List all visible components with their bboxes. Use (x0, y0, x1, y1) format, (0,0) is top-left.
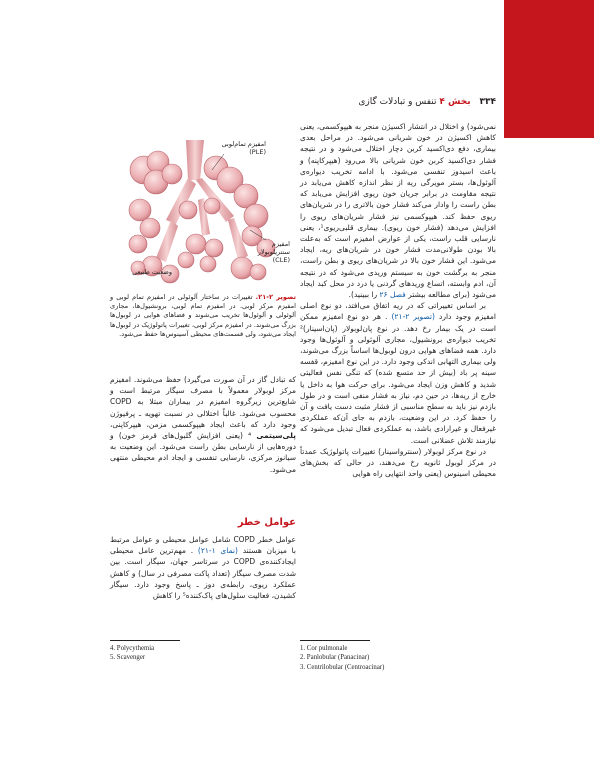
label-normal-text: وضعیت طبیعی (132, 268, 172, 276)
label-ple-en: (PLE) (249, 148, 266, 156)
chapter-title: تنفس و تبادلات گازی (358, 97, 437, 107)
label-ple (196, 140, 266, 156)
paragraph (300, 446, 496, 480)
left-column (110, 374, 296, 475)
chapter-color-tab (504, 0, 594, 138)
footnotes-left (110, 644, 154, 663)
left-column-lower (110, 534, 296, 601)
footnotes-right (300, 644, 384, 672)
footnote: 5. Scavenger (110, 654, 146, 662)
paragraph (300, 300, 496, 446)
paragraph-text: عوامل خطر COPD شامل عوامل محیطی و عوامل مرتبط با میزبان هستند (110, 535, 296, 556)
paragraph-text: را ببینید). (348, 290, 378, 300)
paragraph-text: . مهم‌ترین عامل محیطی ایجادکننده‌ی COPD در سرتاسر جهان، سیگار است. بین شدت مصرف سیگار (تعداد پاکت مصرفی در سال) و کاهش عملکرد ریوی، رابطه‌ی دوز ـ پاسخ وجود دارد. سیگار کشیدن، فعالیت سلول‌های پاک‌کننده⁵ را کاهش (110, 546, 296, 601)
paragraph-text: نمی‌شود) و اختلال در انتشار اکسیژن منجر به هیپوکسمی، یعنی کاهش اکسیژن در خون شریانی می‌شود. در مراحل بعدی بیماری، دفع دی‌اکسید کربن دچار اختلال می‌شود و در نتیجه فشار دی‌اکسید کربن خون شریانی بالا می‌رود (هیپرکاپنه) و باعث اسیدوز تنفسی می‌شود. با ادامه تخریب دیواره‌ی آلوئول‌ها، بستر مویرگی ریه از نظر اندازه کاهش می‌یابد در نتیجه مقاومت در برابر جریان خون ریوی افزایش می‌یابد که بطن راست را وادار می‌کند فشار خون بالاتری را در شریان‌های ریوی حفظ کند. هیپوکسمی نیز فشار شریان‌های ریوی را افزایش می‌دهد (فشار خون ریوی). بیماری قلبی‌ریوی¹، یعنی نارسایی قلب راست، یکی از عوارض امفیزم است که به‌علت بالا بودن طولانی‌مدت فشار خون در شریان‌های ریه، ایجاد می‌شود. این فشار خون بالا در شریان‌های ریوی و بطن راست، منجر به برگشت خون به سیستم وریدی می‌شود که در نتیجه آن، ادم وابسته، اتساع وریدهای گردنی یا درد در محل کبد ایجاد می‌شود (برای مطالعه بیشتر (300, 122, 496, 300)
footnote: 3. Centrilobular (Centroacinar) (300, 663, 385, 671)
table-reference-link[interactable]: (نمای ۱-۲۱) (197, 546, 238, 556)
section-title: عوامل خطر (237, 517, 296, 528)
figure-reference-link[interactable]: (تصویر ۲-۲۱) (391, 312, 435, 322)
paragraph-text: که تبادل گاز در آن صورت می‌گیرد) حفظ می‌شوند. امفیزم مرکز لوبولار معمولاً با مصرف سیگار مرتبط است و شایع‌ترین زیرگروه امفیزم در بیماران مبتلا به COPD محسوب می‌شود. غالباً اختلالی در نسبت تهویه ـ پرفیوژن وجود دارد که باعث ایجاد هیپوکسمی مزمن، هیپرکاپنی، (110, 375, 296, 429)
paragraph-text: . هر دو نوع امفیزم ممکن است در یک بیمار رخ دهد. در نوع پان‌لوبولار (پان‌اسینار)² تخریب دیواره‌ی برونشیول، مجاری آلوئولی و آلوئول‌ها وجود دارد. همه فضاهای هوایی درون لوبول‌ها اساساً بزرگ می‌شوند، ولی بیماری التهابی اندکی وجود دارد. در این نوع امفیزم، قفسه سینه پر باد (بیش از حد متسع شده) که تنگی نفس فعالیتی شدید و کاهش وزن ایجاد می‌شود. برای حرکت هوا به داخل یا خارج از ریه‌ها، در حین دم، نیاز به فشار منفی است و در طول بازدم نیز باید به سطح مناسبی از فشار مثبت دست یافت و آن را حفظ کرد. در این وضعیت، بازدم به جای آن‌که عملکردی غیرفعال و غیرارادی باشد، به عملکردی فعال تبدیل می‌شود که نیازمند تلاش عضلانی است. (300, 312, 496, 445)
bold-term: پلی‌سیتمی (256, 431, 296, 441)
right-column (300, 121, 496, 480)
caption-id: تصویر ۲-۲۱. (255, 293, 296, 301)
paragraph-text: ⁴ (یعنی افزایش گلبول‌های قرمز خون) و دوره‌هایی از نارسایی بطن راست می‌شود. این وضعیت به سیانوز مرکزی، نارسایی تنفسی و ایجاد ادم محیطی منتهی می‌شود. (110, 431, 296, 474)
label-cle-1: امفیزم (271, 240, 290, 248)
footnote: 1. Cor pulmonale (300, 645, 348, 652)
paragraph (110, 374, 296, 475)
footnote-rule-left (110, 640, 180, 641)
label-normal (112, 268, 172, 276)
paragraph-text: بر اساس تغییراتی که در ریه اتفاق می‌افتد، دو نوع اصلی امفیزم وجود دارد (300, 301, 496, 322)
paragraph-text: در نوع مرکز لوبولار (سنترواسینار) تغییرات پاتولوژیک عمدتاً در مرکز لوبول ثانویه رخ می‌دهند، در حالی که بخش‌های محیطی اسینوس (یعنی واحد انتهایی راه هوایی (300, 446, 496, 479)
paragraph (110, 534, 296, 601)
figure-caption (110, 293, 296, 339)
label-cle-2: سنتریلوبولار (257, 248, 290, 256)
paragraph (300, 121, 496, 300)
footnote: 2. Panlobular (Panacinar) (300, 654, 370, 662)
label-cle (244, 240, 290, 264)
label-ple-fa: امفیزم تمام‌لوبی (221, 140, 266, 148)
caption-text: تغییرات در ساختار آلوئولی در امفیزم تمام لوبی و امفیزم مرکز لوبی. در امفیزم تمام لوبی، برونشیول‌ها، مجاری آلوئولی و آلوئول‌ها تخریب می‌شوند و فضاهای هوایی در لوبول‌ها بزرگ می‌شوند. در امفیزم مرکز لوبی، تغییرات پاتولوژیک در لوبول‌ها ایجاد می‌شود، ولی قسمت‌های محیطی آسینوس‌ها حفظ می‌شود. (110, 293, 296, 338)
footnote: 4. Polycythemia (110, 645, 155, 652)
footnote-rule-right (300, 640, 370, 641)
chapter-label: بخش ۴ (439, 97, 471, 107)
chapter-reference-link[interactable]: فصل ۲۶ (379, 290, 406, 300)
running-header (340, 96, 496, 108)
label-cle-en: (CLE) (272, 256, 290, 264)
page-number: ۳۳۴ (479, 97, 496, 107)
